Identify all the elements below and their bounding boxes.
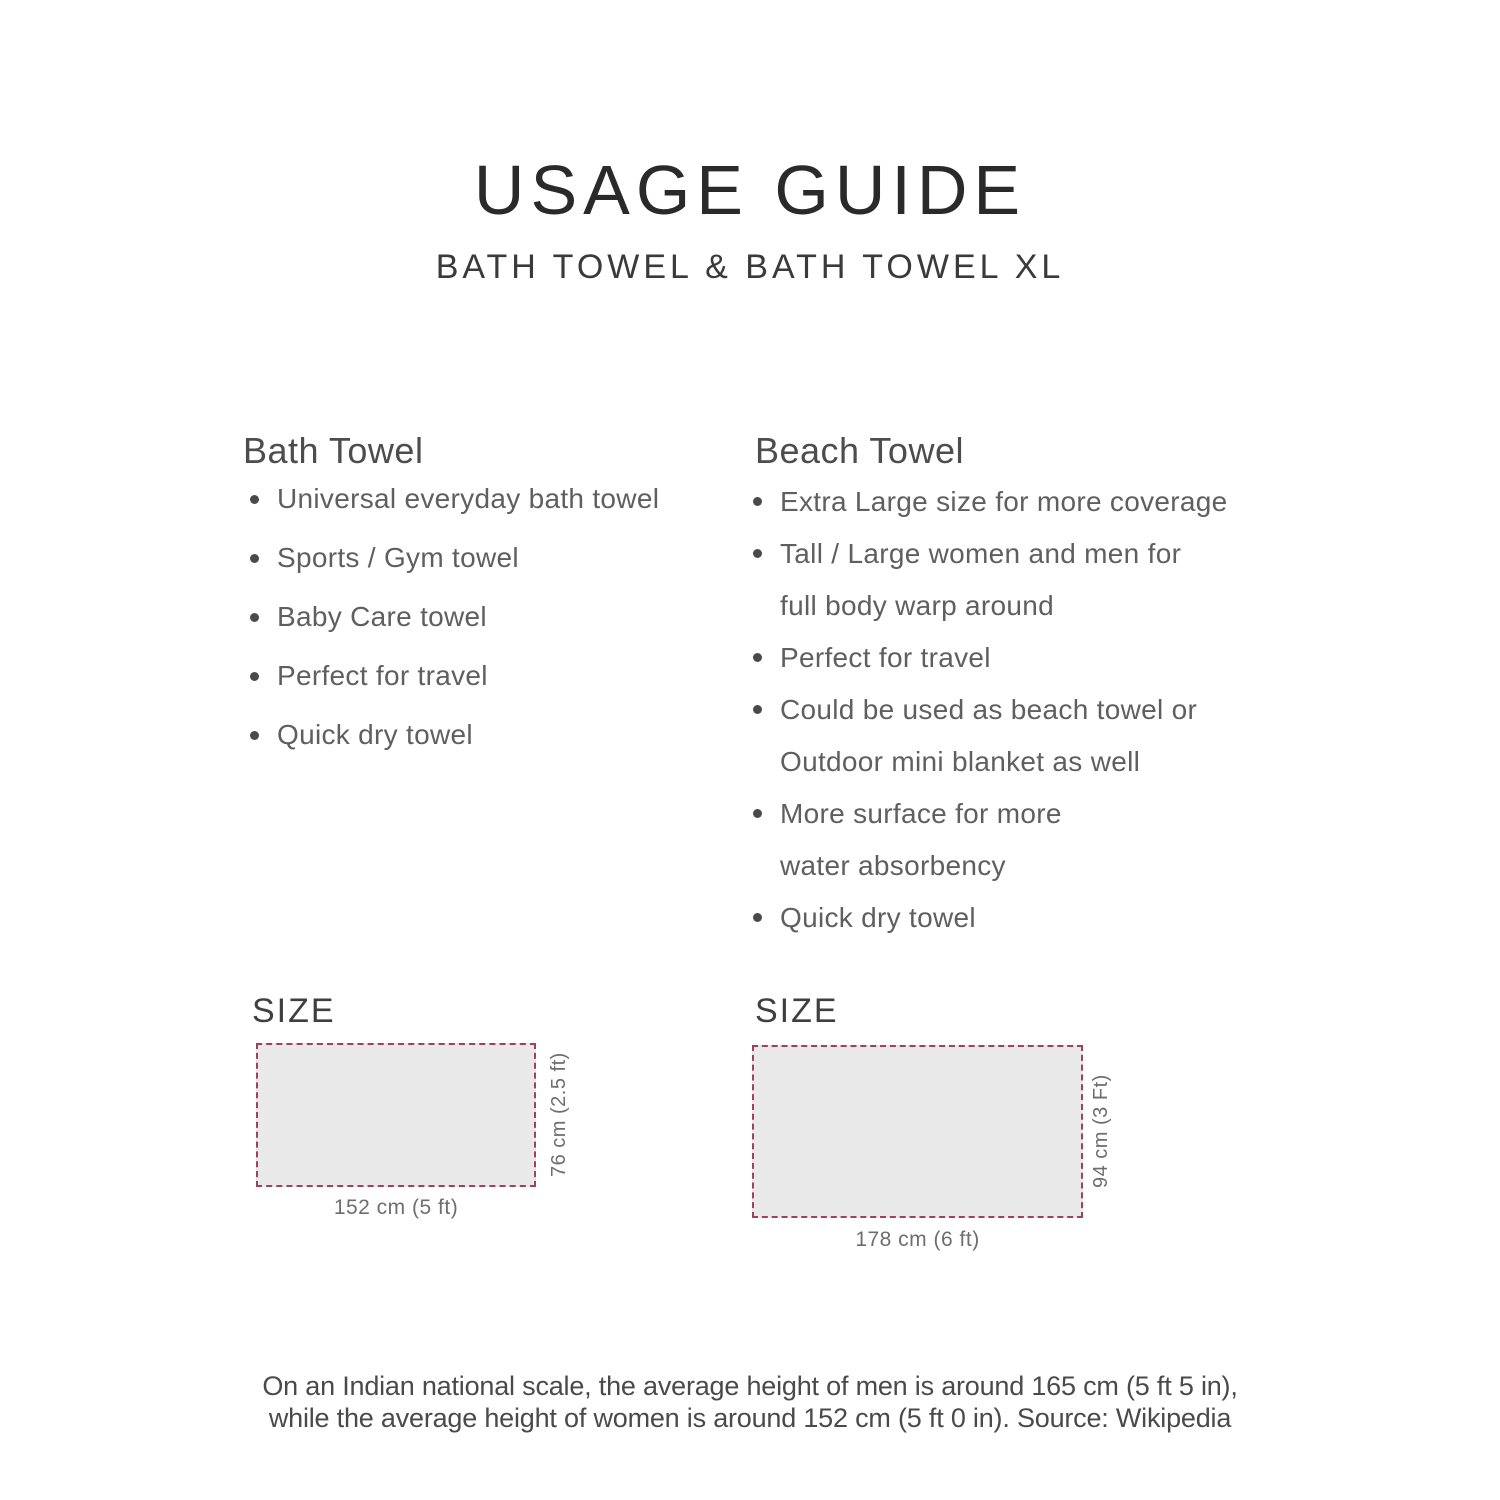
list-item [753,684,1293,788]
list-item-text: Outdoor mini blanket as well [780,746,1141,777]
bath-towel-height-label: 76 cm (2.5 ft) [548,1052,570,1178]
beach-towel-list [753,476,1293,944]
bullet-icon [250,672,259,681]
list-item-text: Perfect for travel [277,660,488,691]
list-item [753,892,1293,944]
list-item-text: Could be used as beach towel or [780,694,1198,725]
list-item [250,661,720,691]
list-item-text: Tall / Large women and men for [780,538,1182,569]
bullet-icon [753,653,762,662]
list-item [250,602,720,632]
size-heading-beach: SIZE [755,992,839,1030]
beach-towel-height-label: 94 cm (3 Ft) [1090,1074,1112,1189]
list-item-text: Baby Care towel [277,601,487,632]
beach-towel-width-label: 178 cm (6 ft) [855,1228,980,1251]
footer-line-1: On an Indian national scale, the average height of men is around 165 cm (5 ft 5 in), [262,1371,1238,1401]
bath-towel-list [250,484,720,779]
list-item [250,484,720,514]
page-subtitle: BATH TOWEL & BATH TOWEL XL [435,248,1065,286]
list-item [753,528,1293,632]
list-item [753,476,1293,528]
beach-towel-heading: Beach Towel [755,430,964,471]
bullet-icon [753,549,762,558]
list-item-text: More surface for more [780,798,1062,829]
list-item-text: Sports / Gym towel [277,542,519,573]
list-item-text: Quick dry towel [277,719,473,750]
footer-note [0,1370,1500,1434]
list-item [250,720,720,750]
bullet-icon [250,731,259,740]
list-item [753,788,1293,892]
beach-towel-size-diagram [752,1045,1083,1218]
bullet-icon [753,913,762,922]
list-item-text: Perfect for travel [780,642,991,673]
list-item-text: Extra Large size for more coverage [780,486,1228,517]
list-item [250,543,720,573]
bath-towel-heading: Bath Towel [243,430,424,471]
list-item-text: Quick dry towel [780,902,976,933]
size-heading-bath: SIZE [252,992,336,1030]
list-item-text: full body warp around [780,590,1055,621]
list-item-text: Universal everyday bath towel [277,483,660,514]
bath-towel-size-diagram [256,1043,536,1187]
bullet-icon [753,497,762,506]
page-title: USAGE GUIDE [473,151,1027,229]
bullet-icon [250,613,259,622]
bullet-icon [753,809,762,818]
bath-towel-width-label: 152 cm (5 ft) [333,1196,459,1219]
list-item-text: water absorbency [780,850,1006,881]
bullet-icon [250,495,259,504]
footer-line-2: while the average height of women is around 152 cm (5 ft 0 in). Source: Wikipedia [268,1403,1232,1433]
bullet-icon [250,554,259,563]
bullet-icon [753,705,762,714]
list-item [753,632,1293,684]
